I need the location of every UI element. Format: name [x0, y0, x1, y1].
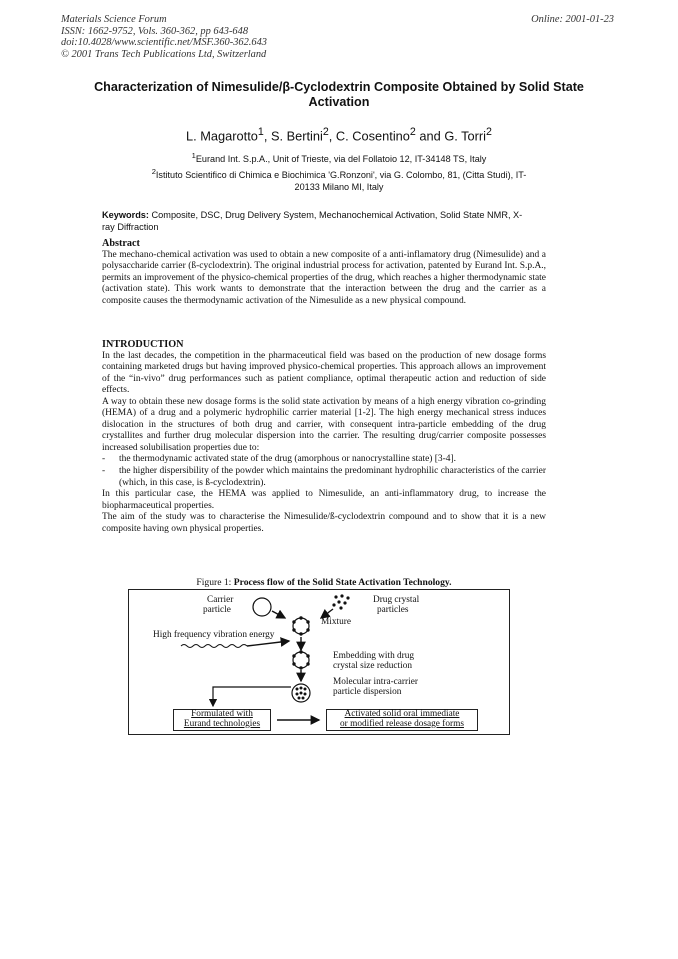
author-name: L. Magarotto — [186, 128, 258, 144]
author-separator: and — [415, 128, 445, 144]
abstract-heading: Abstract — [102, 238, 140, 249]
bullet-mark: - — [102, 466, 106, 477]
affiliation-1 — [60, 150, 618, 165]
intro-paragraph-1: In the last decades, the competition in the pharmaceutical field was based on the production of new dosage forms containing marketed drugs but having improved physico-chemical properties. This approach allows an improvement of the “in-vivo” drug performances such as patient compliance, optimal therapeutic action and reduction of side effects. — [102, 350, 546, 396]
introduction-heading: INTRODUCTION — [102, 339, 184, 350]
affiliation-mark: 1 — [191, 151, 196, 160]
author-affiliation-mark: 2 — [486, 126, 492, 138]
dosage-forms-box: Activated solid oral immediate or modified release dosage forms — [326, 709, 478, 731]
figure-title: Process flow of the Solid State Activation Technology. — [233, 577, 452, 588]
figure-label: Figure 1: — [196, 577, 232, 588]
embedding-label: Embedding with drug crystal size reduction — [333, 651, 415, 671]
connector-arrow-icon — [213, 687, 291, 706]
energy-arrow-icon — [247, 641, 289, 646]
author-separator: , — [263, 128, 271, 144]
intro-bullet-item — [102, 466, 546, 489]
intro-paragraph-2: A way to obtain these new dosage forms is the solid state activation by means of a high energy vibration co-grinding (HEMA) of a drug and a polymeric hydrophilic carrier material [1-2]. The high energy mechanical stress induces dislocation in the structures of both drug and carrier, with consequent intra-particle embedding of the drug crystallites and further drug molecular dispersion into the carrier. The resulting drug/carrier composite possesses increased solubilisation properties due to: — [102, 396, 546, 453]
intro-bullet-list — [102, 454, 546, 489]
issn-line: ISSN: 1662-9752, Vols. 360-362, pp 643-648 — [61, 25, 249, 37]
mixture-particle-icon — [293, 618, 309, 634]
journal-name: Materials Science Forum — [61, 14, 167, 25]
dispersion-label: Molecular intra-carrier particle dispersion — [333, 677, 418, 697]
carrier-arrow-icon — [272, 611, 285, 618]
affiliation-text: Istituto Scientifico di Chimica e Biochimica 'G.Ronzoni', via G. Colombo, 81, (Citta Studi), IT-20133 Milano MI, Italy — [155, 170, 527, 193]
keywords — [102, 209, 532, 233]
author-name: G. Torri — [444, 128, 487, 144]
drug-crystal-particles-icon — [332, 594, 349, 609]
abstract-section — [102, 238, 546, 307]
keywords-label: Keywords: — [102, 210, 149, 220]
affiliation-mark: 2 — [151, 167, 156, 176]
intro-bullet-item — [102, 454, 546, 466]
introduction-section — [102, 339, 546, 535]
formulated-box: Formulated with Eurand technologies — [173, 709, 271, 731]
doi-link[interactable]: doi:10.4028/www.scientific.net/MSF.360-362.643 — [61, 37, 267, 49]
drug-crystal-label: Drug crystal particles — [373, 595, 420, 615]
author-affiliation-mark: 1 — [257, 126, 264, 138]
paper-title: Characterization of Nimesulide/β-Cyclodextrin Composite Obtained by Solid State Activation — [94, 80, 584, 109]
mixture-label: Mixture — [321, 617, 351, 627]
carrier-label: Carrier particle — [203, 595, 234, 615]
online-date: Online: 2001-01-23 — [531, 14, 614, 25]
author-name: S. Bertini — [270, 128, 323, 144]
energy-label: High frequency vibration energy — [153, 630, 275, 640]
author-list — [60, 126, 618, 143]
bullet-mark: - — [102, 454, 106, 465]
author-affiliation-mark: 2 — [322, 126, 329, 138]
author-separator: , — [328, 128, 336, 144]
author-name: C. Cosentino — [335, 128, 410, 144]
vibration-wave-icon — [181, 645, 247, 648]
embedded-particle-icon — [293, 652, 309, 668]
carrier-particle-icon — [253, 598, 271, 616]
bullet-text: the thermodynamic activated state of the drug (amorphous or nanocrystalline state) [3-4]. — [119, 454, 457, 465]
journal-header — [61, 14, 267, 60]
bullet-text: the higher dispersibility of the powder which maintains the predominant hydrophilic characteristics of the carrier (which, in this case, is ß-cyclodextrin). — [119, 466, 546, 488]
figure-caption — [102, 577, 546, 588]
affiliation-2 — [60, 166, 618, 193]
abstract-text: The mechano-chemical activation was used to obtain a new composite of a anti-inflamatory drug (Nimesulide) and a polysaccharide carrier (ß-cyclodextrin). The original industrial process for activation, patented by Eurand Int. S.p.A., permits an improvement of the physico-chemical properties of the drug, which reaches a higher thermodynamic state (activation state). This work wants to demonstrate that the interaction between the drug and the carrier as a composite causes the thermodynamic activation of the Nimesulide as a new physical compound. — [102, 249, 546, 306]
intro-paragraph-4: The aim of the study was to characterise the Nimesulide/ß-cyclodextrin compound and to show that it is a new composite having own physical properties. — [102, 512, 546, 534]
intro-paragraph-3: In this particular case, the HEMA was applied to Nimesulide, an anti-inflammatory drug, to increase the biopharmaceutical properties. — [102, 489, 546, 511]
process-flow-diagram — [128, 589, 510, 735]
author-affiliation-mark: 2 — [409, 126, 416, 138]
keywords-text: Composite, DSC, Drug Delivery System, Mechanochemical Activation, Solid State NMR, X-ray Diffraction — [102, 210, 523, 232]
copyright-line: © 2001 Trans Tech Publications Ltd, Switzerland — [61, 48, 267, 60]
affiliation-text: Eurand Int. S.p.A., Unit of Trieste, via del Follatoio 12, IT-34148 TS, Italy — [195, 154, 487, 165]
